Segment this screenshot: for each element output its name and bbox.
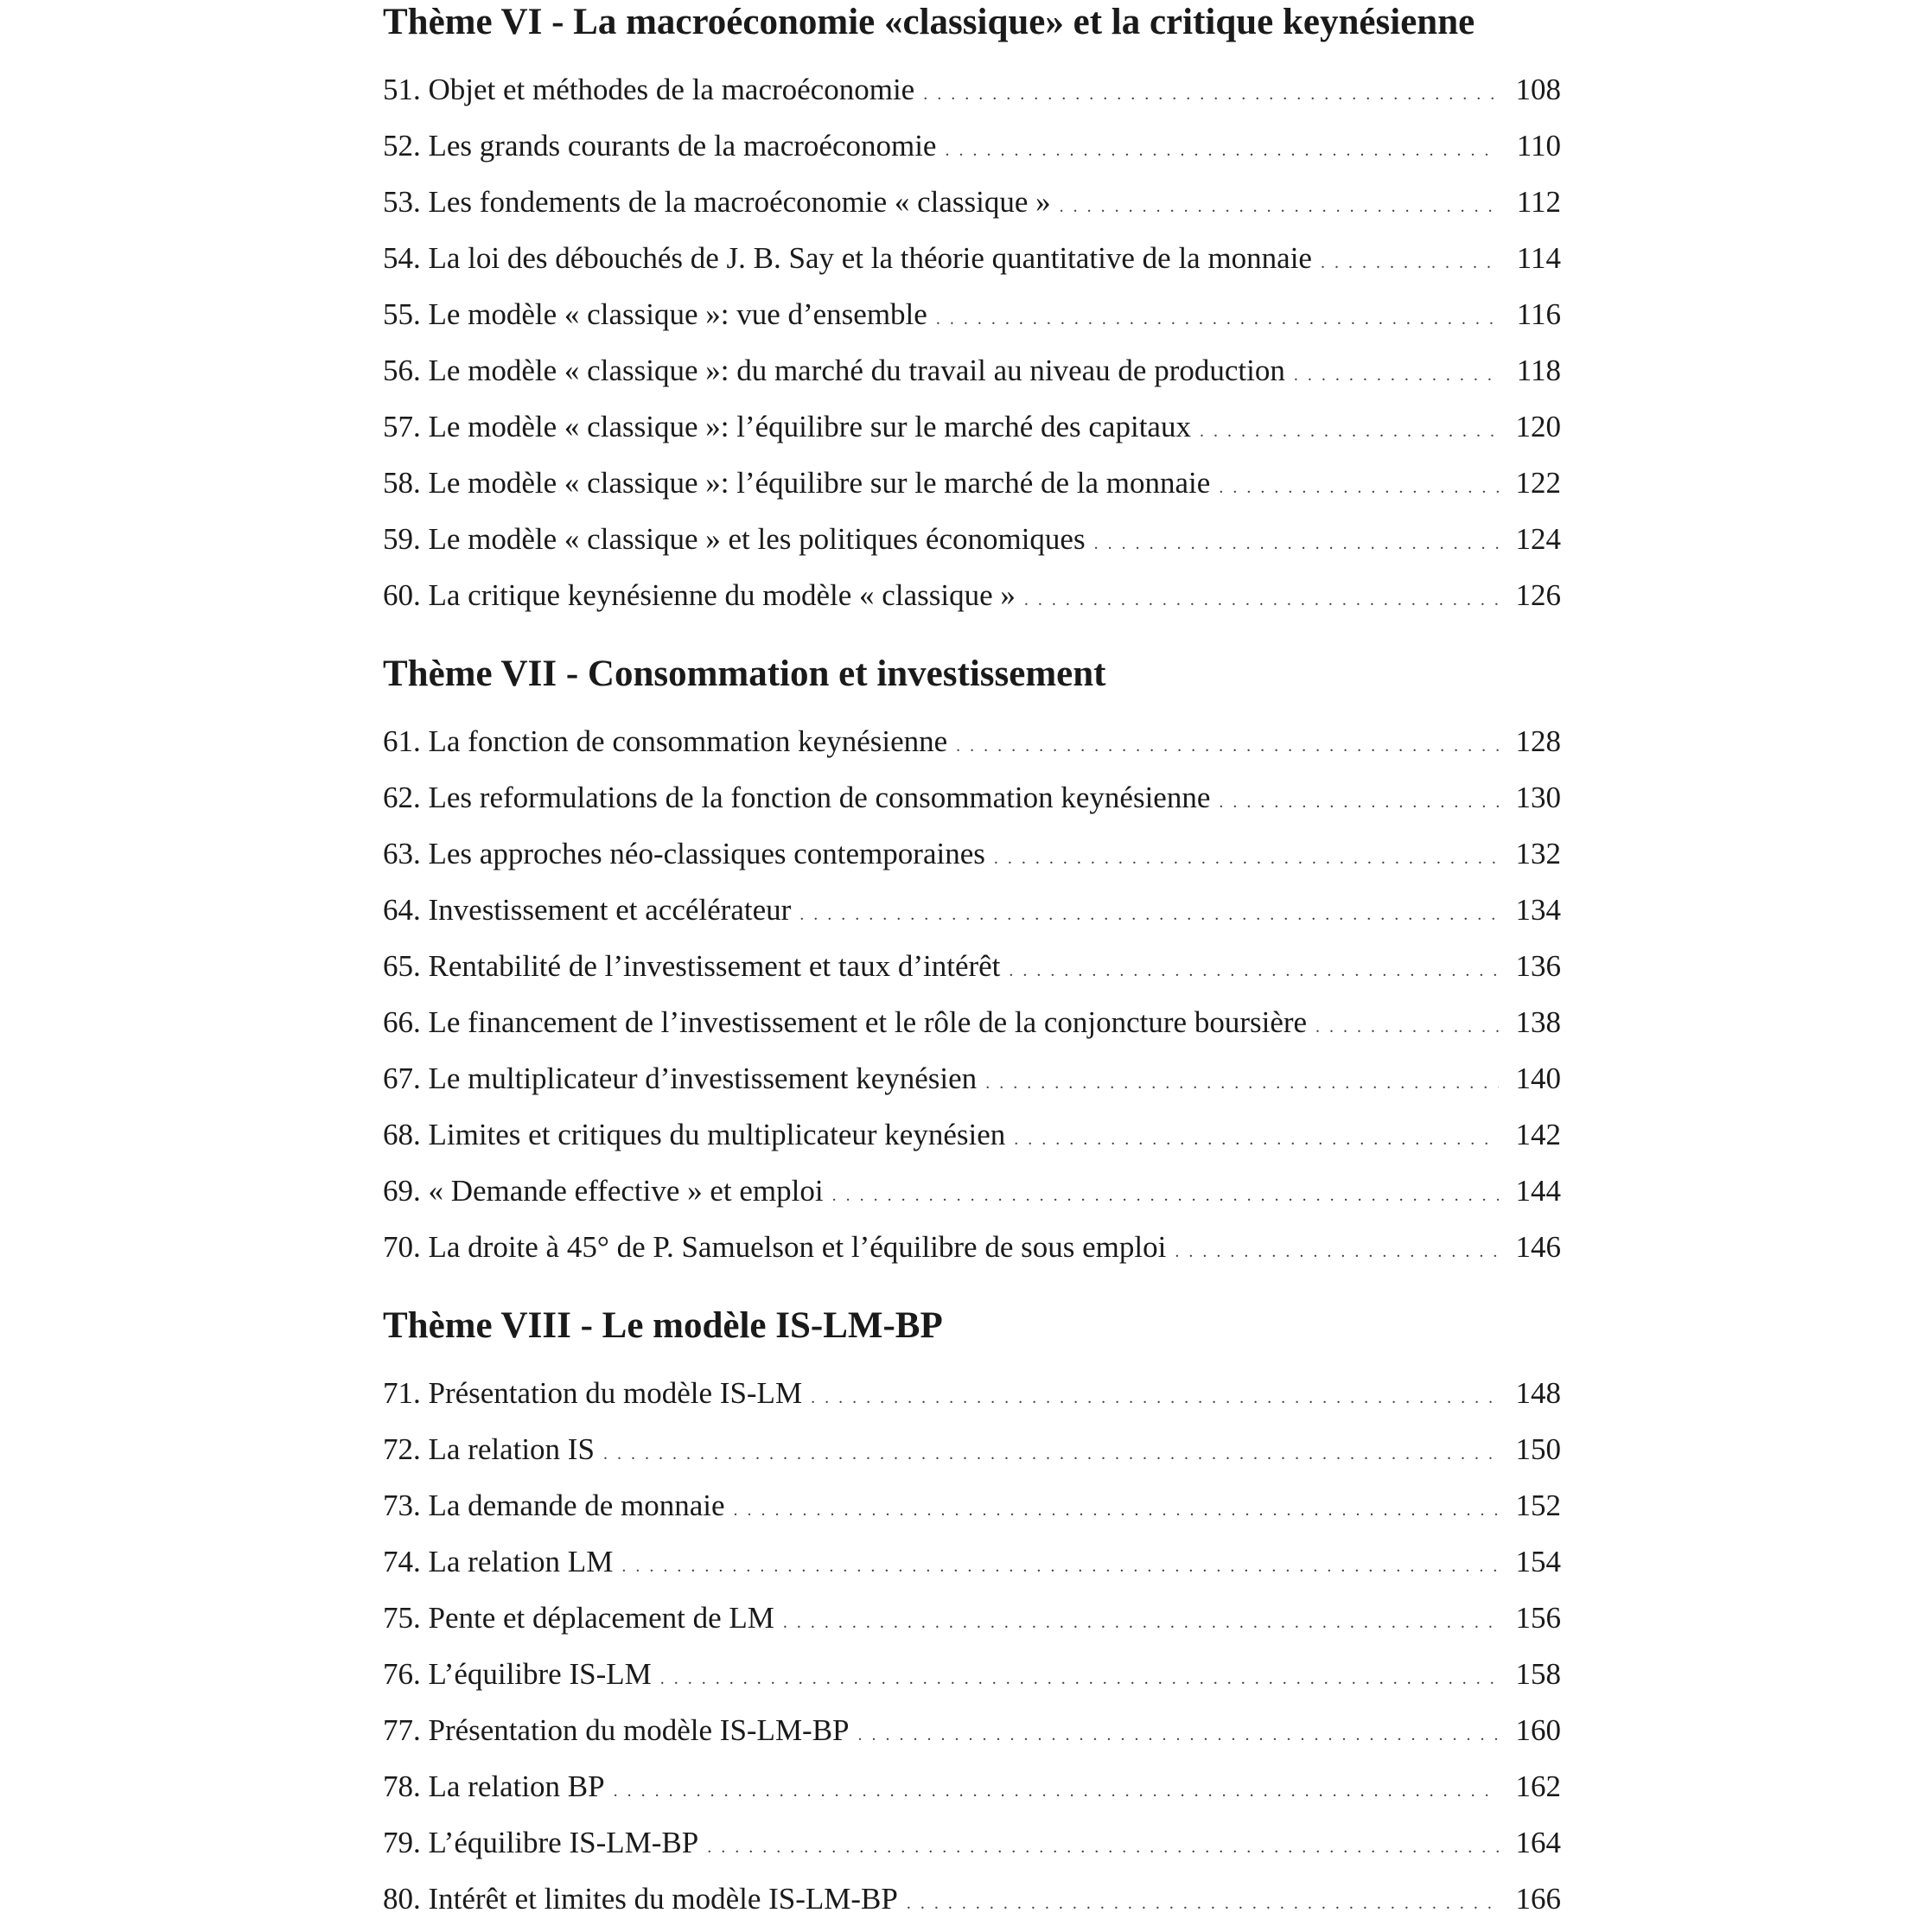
entry-label: 53. Les fondements de la macroéconomie « classique » (383, 185, 1051, 219)
entry-label: 68. Limites et critiques du multiplicateur keynésien (383, 1118, 1006, 1151)
dot-leader (1014, 1112, 1499, 1168)
toc-entry[interactable] (383, 1163, 1561, 1219)
dot-leader (799, 887, 1499, 943)
entry-label: 59. Le modèle « classique » et les politiques économiques (383, 522, 1086, 556)
toc-entry[interactable] (383, 1758, 1561, 1814)
entry-page-number: 160 (1515, 1713, 1561, 1747)
theme-title: Thème VII - Consommation et investissement (383, 654, 1106, 694)
entry-label: 60. La critique keynésienne du modèle « classique » (383, 578, 1016, 612)
entry-label: 56. Le modèle « classique »: du marché du travail au niveau de production (383, 354, 1285, 387)
dot-leader (621, 1539, 1499, 1595)
toc-entry[interactable] (383, 1702, 1561, 1758)
entry-list (383, 61, 1561, 623)
entry-page-number: 162 (1515, 1769, 1561, 1803)
toc-entry[interactable] (383, 455, 1561, 511)
toc-entry[interactable] (383, 1590, 1561, 1646)
toc-entry[interactable] (383, 399, 1561, 455)
dot-leader (1219, 775, 1499, 831)
entry-page-number: 150 (1515, 1432, 1561, 1466)
dot-leader (1024, 572, 1499, 628)
toc-entry[interactable] (383, 826, 1561, 882)
dot-leader (1060, 179, 1499, 235)
entry-label: 72. La relation IS (383, 1432, 595, 1466)
entry-label: 57. Le modèle « classique »: l’équilibre sur le marché des capitaux (383, 410, 1191, 443)
toc-entry[interactable] (383, 1871, 1561, 1927)
toc-entry[interactable] (383, 1050, 1561, 1106)
entry-label: 55. Le modèle « classique »: vue d’ensemble (383, 297, 927, 331)
dot-leader (1175, 1224, 1499, 1280)
entry-page-number: 130 (1515, 781, 1561, 814)
entry-page-number: 132 (1515, 837, 1561, 870)
entry-page-number: 154 (1515, 1545, 1561, 1578)
entry-label: 80. Intérêt et limites du modèle IS-LM-BP (383, 1882, 898, 1916)
toc-entry[interactable] (383, 994, 1561, 1050)
entry-page-number: 144 (1515, 1174, 1561, 1208)
toc-entry[interactable] (383, 174, 1561, 230)
dot-leader (1321, 235, 1499, 291)
entry-label: 73. La demande de monnaie (383, 1489, 725, 1522)
toc-entry[interactable] (383, 1646, 1561, 1702)
entry-page-number: 146 (1515, 1230, 1561, 1264)
entry-label: 63. Les approches néo-classiques contemporaines (383, 837, 985, 870)
entry-list (383, 1365, 1561, 1927)
entry-page-number: 140 (1515, 1062, 1561, 1095)
dot-leader (660, 1651, 1499, 1707)
entry-label: 65. Rentabilité de l’investissement et taux d’intérêt (383, 949, 1001, 983)
entry-page-number: 108 (1515, 73, 1561, 106)
dot-leader (1094, 516, 1499, 572)
dot-leader (707, 1820, 1499, 1876)
toc-entry[interactable] (383, 769, 1561, 826)
entry-page-number: 126 (1515, 578, 1561, 612)
entry-page-number: 136 (1515, 949, 1561, 983)
dot-leader (1315, 999, 1499, 1055)
toc-entry[interactable] (383, 882, 1561, 938)
theme-section-vii (383, 652, 1561, 1275)
dot-leader (1219, 460, 1499, 516)
dot-leader (945, 123, 1499, 179)
entry-label: 77. Présentation du modèle IS-LM-BP (383, 1713, 850, 1747)
dot-leader (907, 1876, 1499, 1932)
entry-page-number: 118 (1516, 354, 1561, 387)
entry-label: 64. Investissement et accélérateur (383, 893, 792, 927)
entry-label: 75. Pente et déplacement de LM (383, 1601, 774, 1635)
entry-label: 61. La fonction de consommation keynésienne (383, 724, 948, 758)
entry-label: 67. Le multiplicateur d’investissement keynésien (383, 1062, 978, 1095)
entry-label: 71. Présentation du modèle IS-LM (383, 1376, 803, 1410)
entry-label: 78. La relation BP (383, 1769, 605, 1803)
dot-leader (985, 1055, 1499, 1112)
toc-entry[interactable] (383, 1814, 1561, 1871)
entry-label: 70. La droite à 45° de P. Samuelson et l’équilibre de sous emploi (383, 1230, 1167, 1264)
dot-leader (832, 1168, 1499, 1224)
entry-page-number: 110 (1516, 129, 1561, 163)
entry-page-number: 116 (1516, 297, 1561, 331)
dot-leader (923, 67, 1499, 123)
entry-page-number: 112 (1516, 185, 1561, 219)
entry-label: 66. Le financement de l’investissement et le rôle de la conjoncture boursière (383, 1005, 1308, 1039)
dot-leader (811, 1370, 1499, 1426)
entry-label: 54. La loi des débouchés de J. B. Say et la théorie quantitative de la monnaie (383, 241, 1312, 275)
dot-leader (734, 1482, 1499, 1539)
theme-title: Thème VI - La macroéconomie «classique» et la critique keynésienne (383, 2, 1475, 42)
entry-page-number: 152 (1515, 1489, 1561, 1522)
entry-label: 52. Les grands courants de la macroéconomie (383, 129, 937, 163)
entry-label: 76. L’équilibre IS-LM (383, 1657, 652, 1691)
entry-page-number: 142 (1515, 1118, 1561, 1151)
toc-entry[interactable] (383, 1365, 1561, 1421)
dot-leader (1200, 404, 1499, 460)
entry-page-number: 124 (1515, 522, 1561, 556)
toc-entry[interactable] (383, 1219, 1561, 1275)
toc-entry[interactable] (383, 938, 1561, 994)
toc-entry[interactable] (383, 61, 1561, 118)
entry-page-number: 164 (1515, 1826, 1561, 1859)
toc-entry[interactable] (383, 1421, 1561, 1477)
toc-entry[interactable] (383, 230, 1561, 286)
toc-entry[interactable] (383, 511, 1561, 567)
toc-entry[interactable] (383, 1477, 1561, 1533)
toc-entry[interactable] (383, 118, 1561, 174)
dot-leader (936, 291, 1499, 348)
dot-leader (858, 1707, 1499, 1763)
entry-label: 79. L’équilibre IS-LM-BP (383, 1826, 699, 1859)
entry-page-number: 120 (1515, 410, 1561, 443)
dot-leader (614, 1763, 1499, 1820)
entry-label: 51. Objet et méthodes de la macroéconomie (383, 73, 915, 106)
toc-entry[interactable] (383, 567, 1561, 623)
entry-label: 62. Les reformulations de la fonction de consommation keynésienne (383, 781, 1211, 814)
entry-page-number: 156 (1515, 1601, 1561, 1635)
dot-leader (994, 831, 1499, 887)
toc-entry[interactable] (383, 286, 1561, 342)
entry-page-number: 114 (1516, 241, 1561, 275)
theme-section-vi (383, 0, 1561, 623)
entry-page-number: 158 (1515, 1657, 1561, 1691)
entry-label: 74. La relation LM (383, 1545, 614, 1578)
toc-entry[interactable] (383, 1533, 1561, 1590)
table-of-contents (383, 0, 1561, 1927)
dot-leader (783, 1595, 1499, 1651)
entry-page-number: 148 (1515, 1376, 1561, 1410)
theme-section-viii (383, 1304, 1561, 1927)
dot-leader (956, 718, 1499, 775)
toc-entry[interactable] (383, 342, 1561, 399)
dot-leader (1009, 943, 1499, 999)
entry-label: 69. « Demande effective » et emploi (383, 1174, 824, 1208)
entry-list (383, 713, 1561, 1275)
dot-leader (603, 1426, 1499, 1482)
theme-title: Thème VIII - Le modèle IS-LM-BP (383, 1305, 943, 1346)
entry-page-number: 138 (1515, 1005, 1561, 1039)
entry-label: 58. Le modèle « classique »: l’équilibre sur le marché de la monnaie (383, 466, 1211, 500)
entry-page-number: 128 (1515, 724, 1561, 758)
entry-page-number: 166 (1515, 1882, 1561, 1916)
dot-leader (1294, 348, 1499, 404)
toc-entry[interactable] (383, 713, 1561, 769)
entry-page-number: 122 (1515, 466, 1561, 500)
entry-page-number: 134 (1515, 893, 1561, 927)
toc-entry[interactable] (383, 1106, 1561, 1163)
